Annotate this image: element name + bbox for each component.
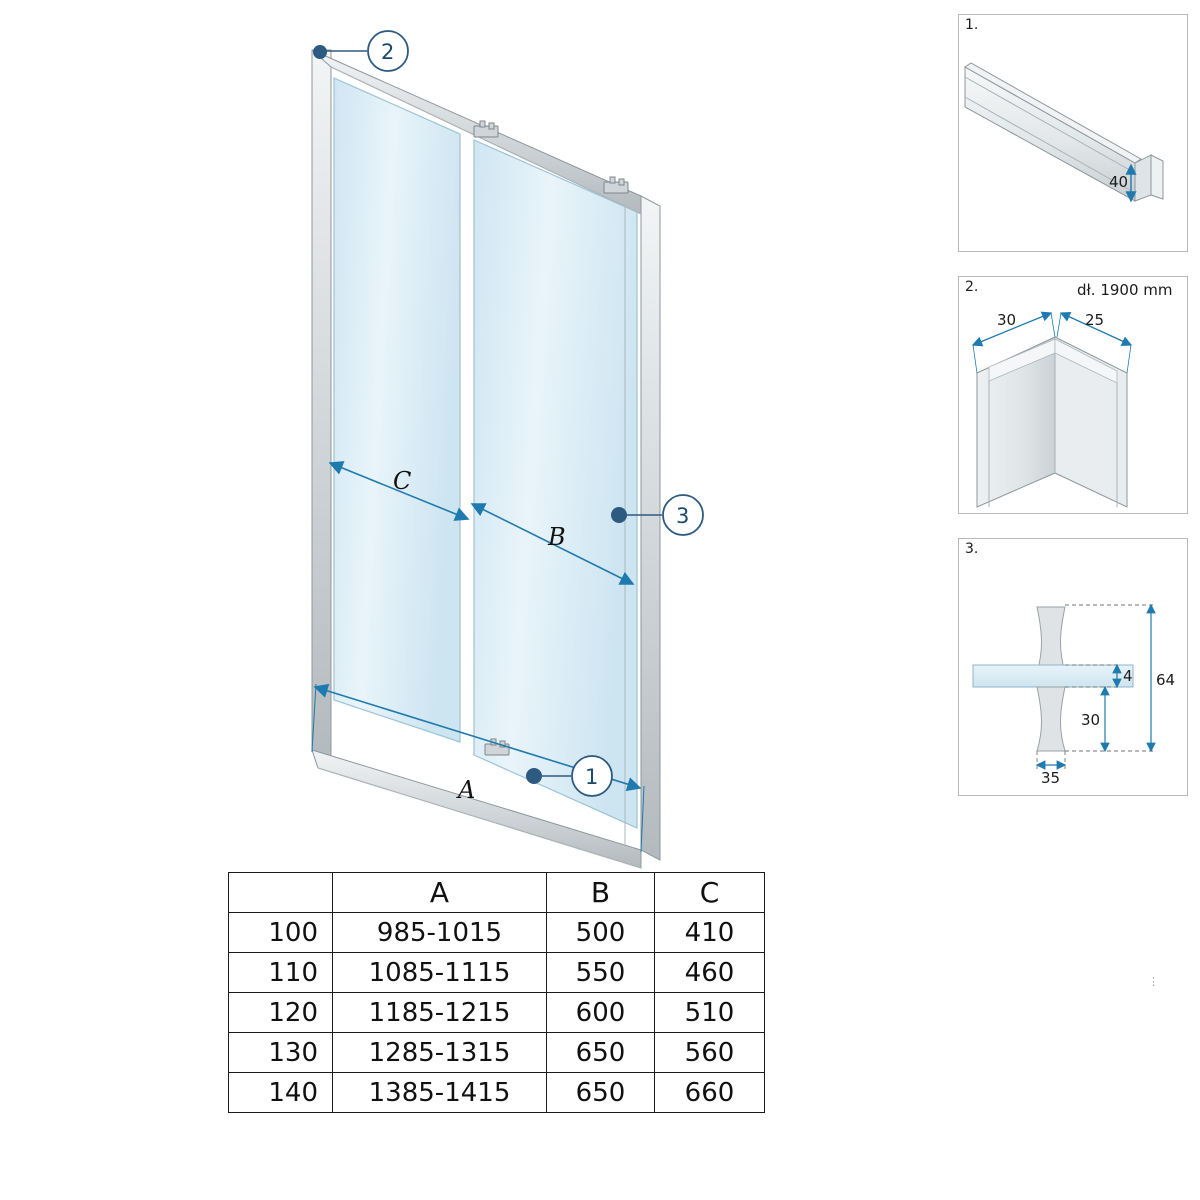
table-cell-size: 130 <box>229 1033 333 1073</box>
top-roller-carriage-2 <box>604 177 628 193</box>
callout-2-label: 2 <box>381 40 395 64</box>
size-table <box>228 872 765 1113</box>
table-cell-b: 650 <box>547 1073 655 1113</box>
detail-3-dim-30: 30 <box>1081 711 1101 729</box>
table-header-a: A <box>333 873 547 913</box>
detail-2-number: 2. <box>965 279 979 295</box>
table-cell-b: 600 <box>547 993 655 1033</box>
table-cell-c: 460 <box>655 953 765 993</box>
table-cell-c: 410 <box>655 913 765 953</box>
table-cell-a: 1085-1115 <box>333 953 547 993</box>
table-cell-b: 550 <box>547 953 655 993</box>
glass-panel-right <box>474 140 637 828</box>
page-marker: ⋮ <box>1148 975 1160 988</box>
callout-1-label: 1 <box>585 765 599 789</box>
table-cell-a: 1285-1315 <box>333 1033 547 1073</box>
table-cell-size: 120 <box>229 993 333 1033</box>
detail-2-dim-30: 30 <box>997 311 1017 329</box>
table-header-row <box>229 873 765 913</box>
table-row <box>229 953 765 993</box>
table-cell-b: 500 <box>547 913 655 953</box>
table-row <box>229 913 765 953</box>
detail-3-dim-4: 4 <box>1123 667 1133 685</box>
table-header-blank <box>229 873 333 913</box>
glass-panel-left <box>334 78 460 742</box>
detail-3-dim-64: 64 <box>1156 671 1176 689</box>
detail-2-dim-25: 25 <box>1085 311 1105 329</box>
table-header-b: B <box>547 873 655 913</box>
dimension-a-label: A <box>458 776 476 804</box>
table-row <box>229 1073 765 1113</box>
detail-1-number: 1. <box>965 17 979 33</box>
table-cell-c: 660 <box>655 1073 765 1113</box>
table-cell-a: 1185-1215 <box>333 993 547 1033</box>
table-header-c: C <box>655 873 765 913</box>
table-cell-size: 140 <box>229 1073 333 1113</box>
table-row <box>229 1033 765 1073</box>
callout-3-label: 3 <box>676 504 690 528</box>
detail-3-number: 3. <box>965 541 979 557</box>
dimension-b-label: B <box>548 523 566 551</box>
table-cell-size: 100 <box>229 913 333 953</box>
dimension-c-label: C <box>393 467 412 495</box>
table-cell-a: 985-1015 <box>333 913 547 953</box>
detail-3-dim-35: 35 <box>1041 769 1061 787</box>
detail-1-dim-40: 40 <box>1109 173 1129 191</box>
table-cell-c: 510 <box>655 993 765 1033</box>
table-cell-c: 560 <box>655 1033 765 1073</box>
table-row <box>229 993 765 1033</box>
table-cell-b: 650 <box>547 1033 655 1073</box>
detail-panel-3 <box>958 538 1188 796</box>
detail-panel-2 <box>958 276 1188 514</box>
table-cell-a: 1385-1415 <box>333 1073 547 1113</box>
detail-panel-1 <box>958 14 1188 252</box>
detail-2-length-label: dł. 1900 mm <box>1077 281 1173 299</box>
table-cell-size: 110 <box>229 953 333 993</box>
